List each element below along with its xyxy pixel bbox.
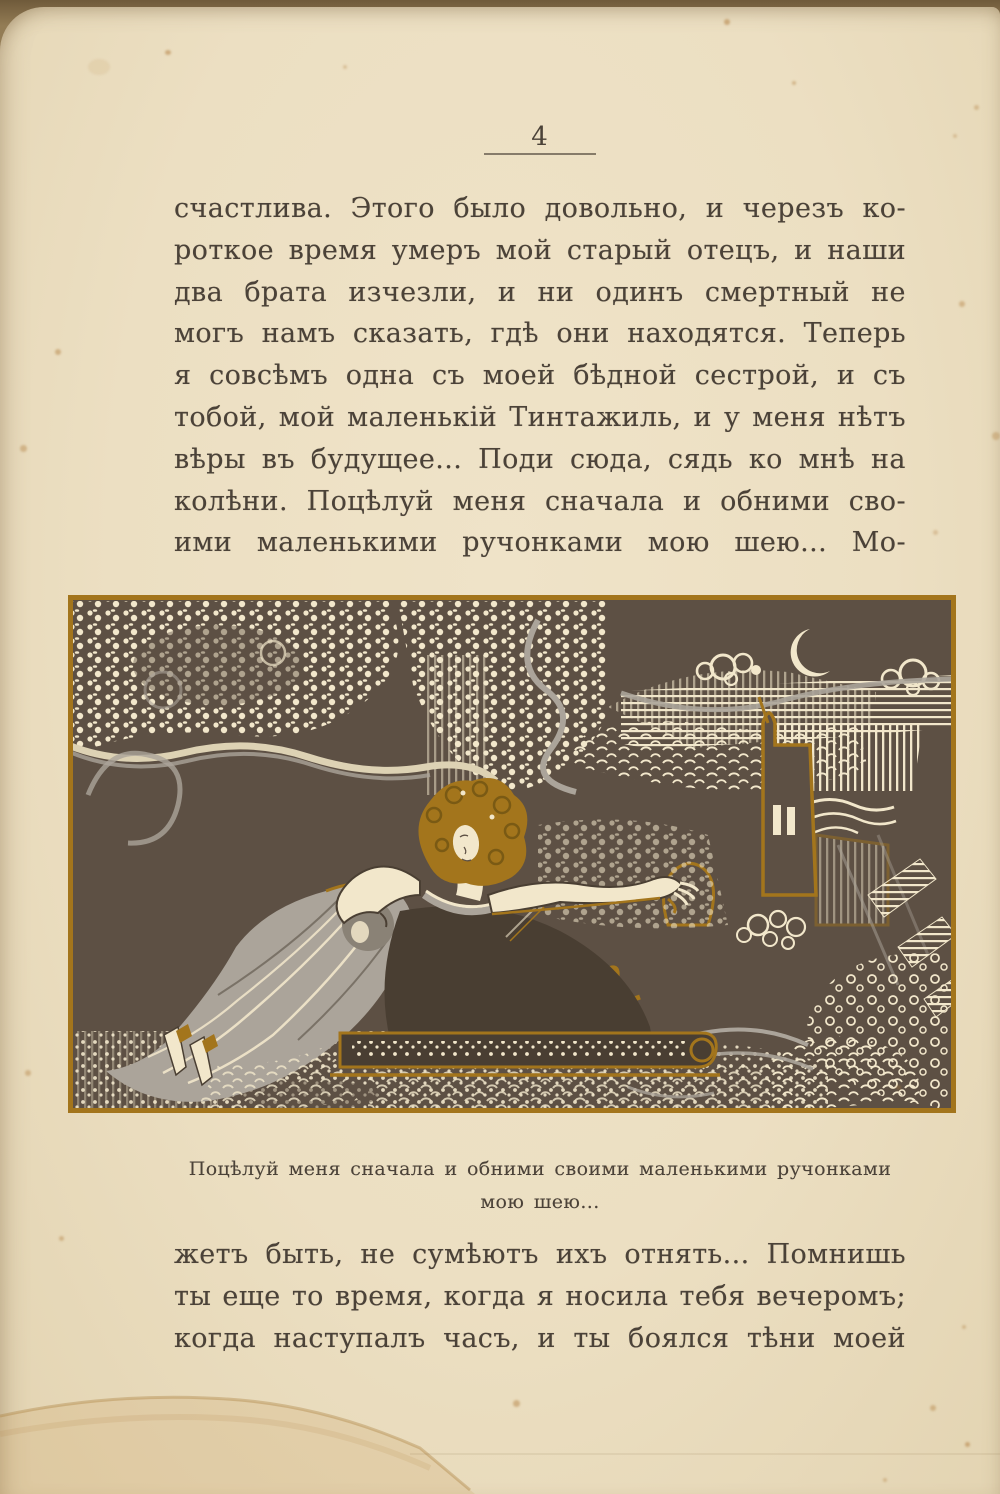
text-line: жетъ быть, не сумѣютъ ихъ отнять... Помнишь	[174, 1239, 906, 1270]
paragraph-bottom	[174, 1239, 906, 1365]
woodcut-illustration	[68, 595, 956, 1113]
paper-crease	[410, 1453, 1000, 1455]
text-line: ими маленькими ручонками мою шею... Мо-	[174, 527, 906, 559]
page-number-rule	[484, 153, 596, 155]
paragraph-top	[174, 193, 906, 569]
text-line: колѣни. Поцѣлуй меня сначала и обними сво-	[174, 485, 906, 517]
text-line: тобой, мой маленькій Тинтажиль, и у меня нѣтъ	[174, 401, 906, 433]
text-line: вѣры въ будущее... Поди сюда, сядь ко мнѣ на	[174, 443, 906, 475]
text-line: когда наступалъ часъ, и ты боялся тѣни моей	[174, 1323, 906, 1354]
text-line: роткое время умеръ мой старый отецъ, и наши	[174, 234, 906, 266]
bushes	[538, 819, 728, 928]
caption-line: мою шею...	[480, 1191, 600, 1213]
caption-line: Поцѣлуй меня сначала и обними своими маленькими ручонками	[188, 1158, 892, 1180]
text-line: два брата изчезли, и ни одинъ смертный не	[174, 276, 906, 308]
text-line: я совсѣмъ одна съ моей бѣдной сестрой, и съ	[174, 360, 906, 392]
illustration-caption	[134, 1153, 946, 1219]
text-line: ты еще то время, когда я носила тебя вечеромъ;	[174, 1281, 906, 1312]
text-line: могъ намъ сказать, гдѣ они находятся. Теперь	[174, 318, 906, 350]
water-stain	[0, 1364, 540, 1494]
page-header	[174, 122, 906, 155]
text-line: счастлива. Этого было довольно, и черезъ ко-	[174, 193, 906, 224]
book-page	[0, 7, 1000, 1494]
page-number: 4	[531, 122, 549, 152]
